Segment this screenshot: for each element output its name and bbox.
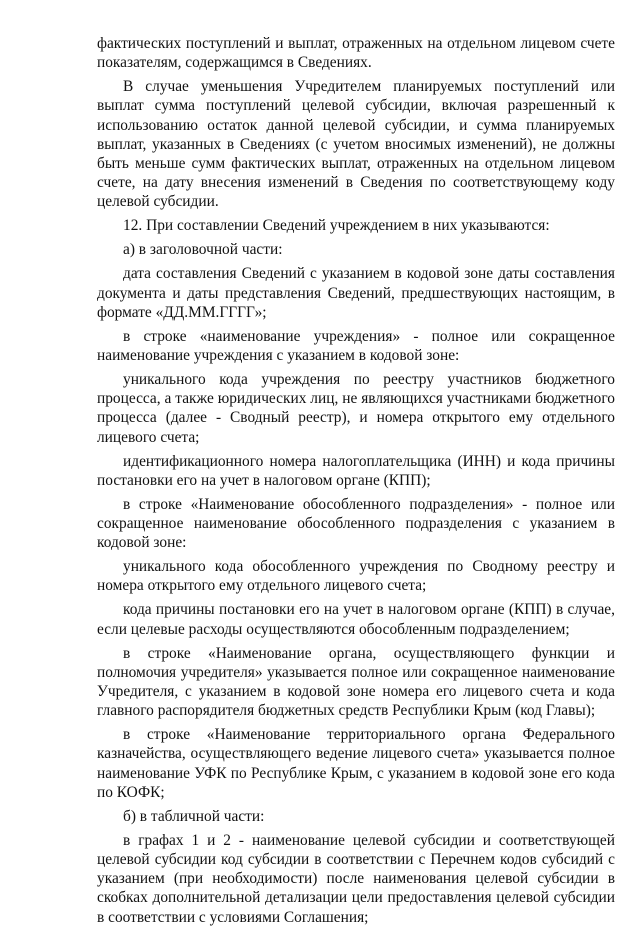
paragraph-section-12: 12. При составлении Сведений учреждением в них указываются: — [123, 217, 550, 235]
paragraph: в строке «наименование учреждения» - полное или сокращенное наименование учреждения с указанием в кодовой зоне: — [97, 327, 615, 365]
paragraph: дата составления Сведений с указанием в кодовой зоне даты составления документа и даты представления Сведений, предшествующих настоящим, в формате «ДД.ММ.ГГГГ»; — [97, 265, 615, 321]
document-page — [97, 34, 615, 932]
paragraph: в строке «Наименование обособленного подразделения» - полное или сокращенное наименование обособленного подразделения с указанием в кодовой зоне: — [97, 495, 615, 552]
paragraph: в графах 1 и 2 - наименование целевой субсидии и соответствующей целевой субсидии код субсидии в соответствии с Перечнем кодов субсидий с указанием (при необходимости) после наименования целевой субсидии в скобках дополнительной детализации цели предоставления целевой субсидии в соответствии с условиями Соглашения; — [97, 831, 615, 926]
paragraph-subsection-a: а) в заголовочной части: — [123, 241, 283, 259]
paragraph: в строке «Наименование органа, осуществляющего функции и полномочия учредителя» указывается полное или сокращенное наименование Учредителя, с указанием в кодовой зоне номера его лицевого счета и кода главного распорядителя бюджетных средств Республики Крым (код Главы); — [97, 644, 615, 720]
paragraph: уникального кода учреждения по реестру участников бюджетного процесса, а также юридических лиц, не являющихся участниками бюджетного процесса (далее - Сводный реестр), и номера открытого ему отдельного лицевого счета; — [97, 371, 615, 446]
paragraph-continuation: фактических поступлений и выплат, отраженных на отдельном лицевом счете показателям, содержащимся в Сведениях. — [97, 35, 615, 72]
paragraph: кода причины постановки его на учет в налоговом органе (КПП) в случае, если целевые расходы осуществляются обособленным подразделением; — [97, 601, 615, 638]
paragraph: идентификационного номера налогоплательщика (ИНН) и кода причины постановки его на учет в налоговом органе (КПП); — [97, 452, 615, 489]
paragraph: В случае уменьшения Учредителем планируемых поступлений или выплат сумма поступлений целевой субсидии, включая разрешенный к использованию остаток данной целевой субсидии, и сумма планируемых выплат, указанных в Сведениях (с учетом вносимых изменений), не должны быть меньше сумм фактических выплат, отраженных на отдельном лицевом счете, на дату внесения изменений в Сведения по соответствующему коду целевой субсидии. — [97, 78, 615, 211]
paragraph-subsection-b: б) в табличной части: — [123, 807, 265, 825]
paragraph: уникального кода обособленного учреждения по Сводному реестру и номера открытого ему отдельного лицевого счета; — [97, 558, 615, 595]
paragraph: в строке «Наименование территориального органа Федерального казначейства, осуществляющего ведение лицевого счета» указывается полное наименование УФК по Республике Крым, с указанием в кодовой зоне его кода по КОФК; — [97, 726, 615, 801]
